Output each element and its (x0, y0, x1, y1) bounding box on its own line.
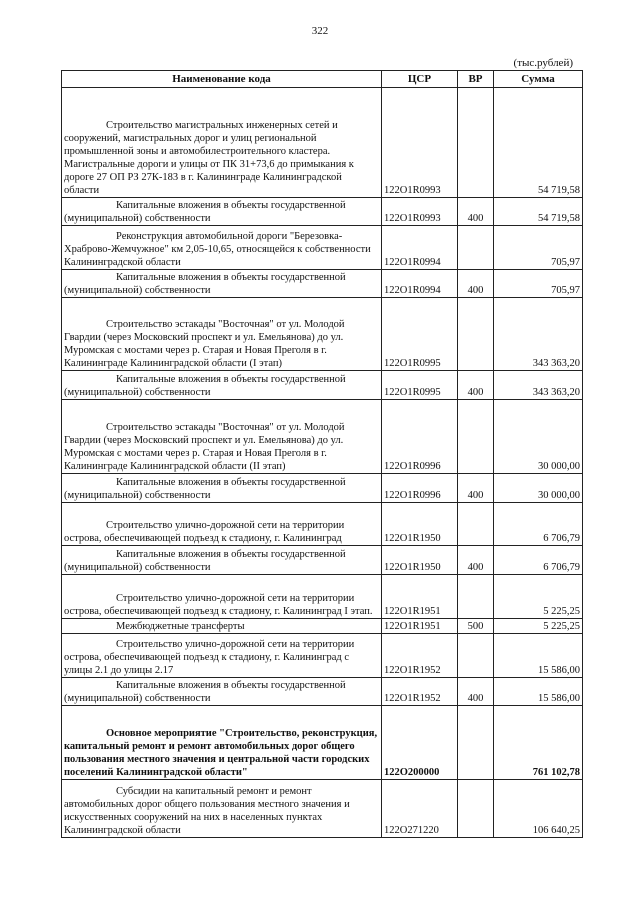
table-row (62, 619, 583, 634)
table-row (62, 474, 583, 503)
row-csr: 122O1R1951 (382, 619, 458, 634)
table-row (62, 226, 583, 270)
row-csr: 122O1R0996 (382, 474, 458, 503)
row-name: Строительство улично-дорожной сети на территории острова, обеспечивающей подъезд к стадиону, г. Калининград с улицы 2.1 до улицы 2.17 (62, 634, 382, 678)
row-csr: 122O1R0995 (382, 298, 458, 371)
table-row (62, 634, 583, 678)
row-vr: 400 (458, 474, 494, 503)
row-sum: 705,97 (494, 270, 583, 298)
row-name: Субсидии на капитальный ремонт и ремонт автомобильных дорог общего пользования местного значения и искусственных сооружений на них в населенных пунктах Калининградской области (62, 780, 382, 838)
row-vr: 400 (458, 198, 494, 226)
table-row (62, 400, 583, 474)
row-vr: 400 (458, 270, 494, 298)
units-label: (тыс.рублей) (513, 57, 573, 69)
row-name: Реконструкция автомобильной дороги "Березовка-Храброво-Жемчужное" км 2,05-10,65, относящейся к собственности Калининградской области (62, 226, 382, 270)
table-row (62, 575, 583, 619)
row-sum: 6 706,79 (494, 546, 583, 575)
row-csr: 122O200000 (382, 706, 458, 780)
row-sum: 343 363,20 (494, 298, 583, 371)
row-name: Капитальные вложения в объекты государственной (муниципальной) собственности (62, 198, 382, 226)
row-sum: 30 000,00 (494, 400, 583, 474)
row-sum: 54 719,58 (494, 198, 583, 226)
row-csr: 122O1R0994 (382, 270, 458, 298)
row-vr (458, 780, 494, 838)
row-csr: 122O1R1950 (382, 546, 458, 575)
row-sum: 5 225,25 (494, 575, 583, 619)
header-name: Наименование кода (62, 71, 382, 88)
table-row (62, 678, 583, 706)
table-header-row (62, 71, 583, 88)
row-vr (458, 706, 494, 780)
row-vr: 400 (458, 678, 494, 706)
row-name: Межбюджетные трансферты (62, 619, 382, 634)
row-name: Капитальные вложения в объекты государственной (муниципальной) собственности (62, 546, 382, 575)
row-name: Строительство магистральных инженерных сетей и сооружений, магистральных дорог и улиц региональной промышленной зоны и автомобилестроительного кластера. Магистральные дороги и улицы от ПК 31+73,6 до примыкания к дороге 27 ОП РЗ 27К-183 в г. Калининграде Калининградской области (62, 88, 382, 198)
row-vr: 400 (458, 371, 494, 400)
table-row (62, 88, 583, 198)
row-sum: 343 363,20 (494, 371, 583, 400)
row-csr: 122O1R0993 (382, 198, 458, 226)
row-vr (458, 88, 494, 198)
table-row (62, 270, 583, 298)
row-csr: 122O1R0996 (382, 400, 458, 474)
row-name: Капитальные вложения в объекты государственной (муниципальной) собственности (62, 474, 382, 503)
header-sum: Сумма (494, 71, 583, 88)
row-csr: 122O1R1952 (382, 678, 458, 706)
row-csr: 122O1R0993 (382, 88, 458, 198)
budget-table (61, 70, 583, 838)
row-vr (458, 503, 494, 546)
row-vr (458, 298, 494, 371)
table-row (62, 198, 583, 226)
row-sum: 761 102,78 (494, 706, 583, 780)
row-sum: 106 640,25 (494, 780, 583, 838)
table-row (62, 503, 583, 546)
header-csr: ЦСР (382, 71, 458, 88)
row-sum: 15 586,00 (494, 678, 583, 706)
row-vr (458, 226, 494, 270)
table-row (62, 780, 583, 838)
row-csr: 122O271220 (382, 780, 458, 838)
page-number: 322 (311, 25, 329, 37)
row-sum: 5 225,25 (494, 619, 583, 634)
row-sum: 15 586,00 (494, 634, 583, 678)
table-row (62, 298, 583, 371)
row-name: Строительство эстакады "Восточная" от ул. Молодой Гвардии (через Московский проспект и ул. Емельянова) до ул. Муромская с мостами через р. Старая и Новая Преголя в г. Калининграде Калининградской области (I этап) (62, 298, 382, 371)
row-sum: 705,97 (494, 226, 583, 270)
row-name: Капитальные вложения в объекты государственной (муниципальной) собственности (62, 678, 382, 706)
table-row (62, 371, 583, 400)
row-sum: 6 706,79 (494, 503, 583, 546)
row-name: Строительство улично-дорожной сети на территории острова, обеспечивающей подъезд к стадиону, г. Калининград I этап. (62, 575, 382, 619)
row-csr: 122O1R1951 (382, 575, 458, 619)
row-vr: 400 (458, 546, 494, 575)
row-name: Строительство эстакады "Восточная" от ул. Молодой Гвардии (через Московский проспект и ул. Емельянова) до ул. Муромская с мостами через р. Старая и Новая Преголя в г. Калининграде Калининградской области (II этап) (62, 400, 382, 474)
row-csr: 122O1R1950 (382, 503, 458, 546)
row-vr (458, 634, 494, 678)
row-name: Основное мероприятие "Строительство, реконструкция, капитальный ремонт и ремонт автомобильных дорог общего пользования местного значения и центральной части городских поселений Калининградской области" (62, 706, 382, 780)
table-row-main-activity (62, 706, 583, 780)
row-sum: 30 000,00 (494, 474, 583, 503)
row-csr: 122O1R1952 (382, 634, 458, 678)
table-row (62, 546, 583, 575)
row-name: Строительство улично-дорожной сети на территории острова, обеспечивающей подъезд к стадиону, г. Калининград (62, 503, 382, 546)
header-vr: ВР (458, 71, 494, 88)
row-vr (458, 575, 494, 619)
row-sum: 54 719,58 (494, 88, 583, 198)
row-name: Капитальные вложения в объекты государственной (муниципальной) собственности (62, 371, 382, 400)
row-csr: 122O1R0995 (382, 371, 458, 400)
row-vr: 500 (458, 619, 494, 634)
row-vr (458, 400, 494, 474)
row-name: Капитальные вложения в объекты государственной (муниципальной) собственности (62, 270, 382, 298)
row-csr: 122O1R0994 (382, 226, 458, 270)
